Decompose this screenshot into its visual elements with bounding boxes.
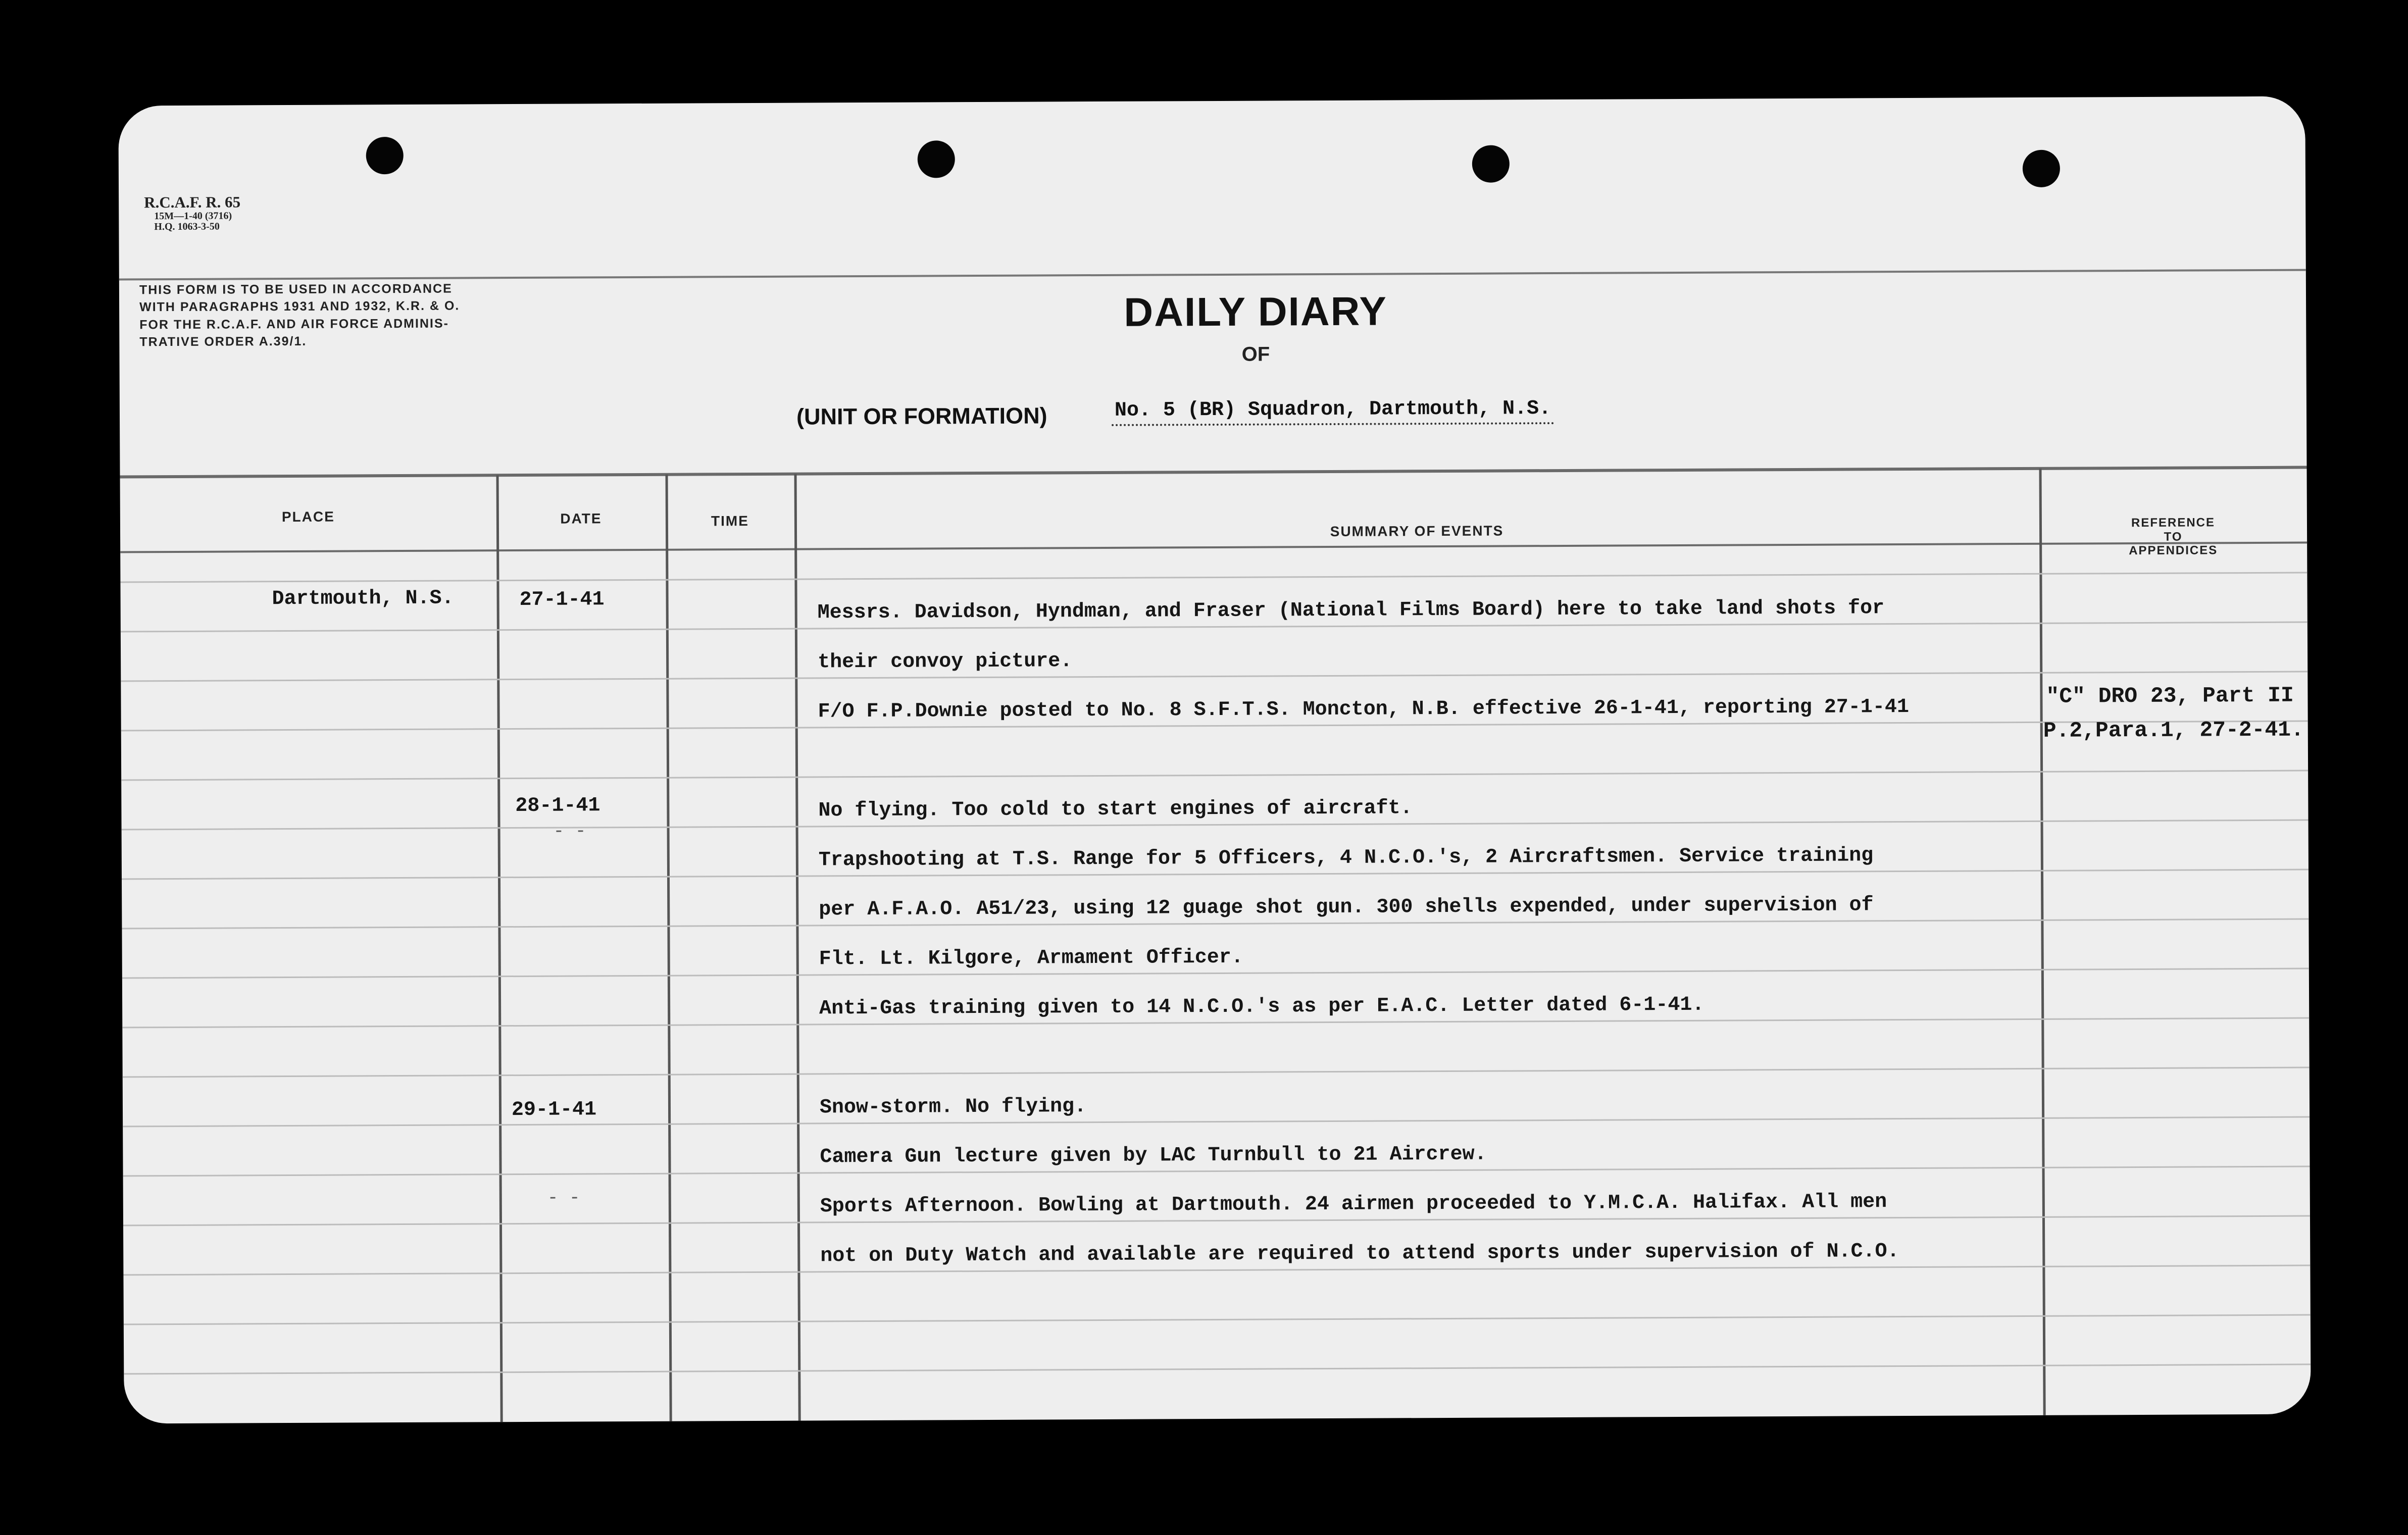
column-divider <box>496 475 503 1423</box>
summary-line: not on Duty Watch and available are required to attend sports under supervision of N.C.O. <box>820 1240 1899 1268</box>
punch-hole <box>1472 145 1510 182</box>
summary-line: per A.F.A.O. A51/23, using 12 guage shot gun. 300 shells expended, under supervision of <box>819 894 1874 922</box>
title-of: OF <box>1241 343 1270 366</box>
punch-hole <box>2023 150 2060 187</box>
ruled-line <box>122 968 2309 979</box>
reference-entry: P.2,Para.1, 27-2-41. <box>2043 717 2304 743</box>
reference-header-line: REFERENCE <box>2131 516 2216 530</box>
ruled-line <box>122 1017 2309 1029</box>
entry-place: Dartmouth, N.S. <box>272 587 454 611</box>
column-header-time: TIME <box>711 513 749 529</box>
summary-line: Trapshooting at T.S. Range for 5 Officers, 4 N.C.O.'s, 2 Aircraftsmen. Service training <box>818 844 1874 872</box>
dash-mark: - - <box>547 1187 580 1208</box>
column-header-reference <box>2039 516 2307 558</box>
ruled-line <box>120 572 2307 583</box>
column-header-place: PLACE <box>281 508 335 525</box>
summary-line: Flt. Lt. Kilgore, Armament Officer. <box>819 946 1243 971</box>
ruled-line <box>123 1166 2310 1177</box>
ruled-line <box>124 1314 2311 1325</box>
summary-line: F/O F.P.Downie posted to No. 8 S.F.T.S. Moncton, N.B. effective 26-1-41, reporting 27-1-41 <box>818 696 1910 724</box>
unit-value: No. 5 (BR) Squadron, Dartmouth, N.S. <box>1112 397 1554 426</box>
unit-label: (UNIT OR FORMATION) <box>796 402 1047 430</box>
form-code-line: R.C.A.F. R. 65 <box>144 193 241 212</box>
dash-mark: - - <box>553 821 586 842</box>
form-code <box>144 194 240 232</box>
form-code-line: 15M—1-40 (3716) <box>154 210 232 222</box>
notice-line: THIS FORM IS TO BE USED IN ACCORDANCE <box>139 281 453 297</box>
summary-line: Snow-storm. No flying. <box>819 1095 1087 1119</box>
ruled-line <box>122 820 2309 831</box>
ruled-line <box>122 918 2309 930</box>
entry-date: 28-1-41 <box>515 794 600 818</box>
form-code-line: H.Q. 1063-3-50 <box>154 221 220 232</box>
table-top-line <box>120 466 2307 479</box>
entry-date: 27-1-41 <box>519 588 605 612</box>
ruled-line <box>123 1215 2310 1226</box>
ruled-line <box>121 622 2307 633</box>
reference-header-line: TO <box>2164 530 2183 544</box>
punch-hole <box>366 137 404 174</box>
notice-line: WITH PARAGRAPHS 1931 AND 1932, K.R. & O. <box>139 298 460 315</box>
reference-header-line: APPENDICES <box>2129 543 2218 558</box>
column-header-summary: SUMMARY OF EVENTS <box>1330 523 1504 539</box>
notice-line: FOR THE R.C.A.F. AND AIR FORCE ADMINIS- <box>139 316 449 332</box>
summary-line: Anti-Gas training given to 14 N.C.O.'s as per E.A.C. Letter dated 6-1-41. <box>819 993 1704 1020</box>
ruled-line <box>123 1067 2310 1078</box>
summary-line: Sports Afternoon. Bowling at Dartmouth. 24 airmen proceeded to Y.M.C.A. Halifax. All men <box>820 1191 1887 1218</box>
summary-line: Camera Gun lecture given by LAC Turnbull to 21 Aircrew. <box>820 1143 1487 1169</box>
header-divider <box>119 269 2306 281</box>
diary-form-card <box>118 96 2311 1424</box>
summary-line: Messrs. Davidson, Hyndman, and Fraser (National Films Board) here to take land shots for <box>817 597 1885 625</box>
ruled-line <box>124 1364 2311 1375</box>
column-divider <box>794 474 801 1423</box>
form-notice <box>139 280 460 351</box>
ruled-line <box>123 1116 2310 1128</box>
ruled-line <box>121 671 2307 682</box>
ruled-line <box>121 770 2308 781</box>
column-divider <box>2039 469 2045 1418</box>
column-header-bottom <box>120 542 2307 553</box>
ruled-line <box>122 869 2309 880</box>
punch-hole <box>918 140 955 178</box>
ruled-line <box>121 721 2308 732</box>
ruled-line <box>123 1265 2310 1276</box>
page-title: DAILY DIARY <box>1124 288 1388 335</box>
column-header-date: DATE <box>560 510 602 527</box>
entry-date: 29-1-41 <box>511 1098 597 1122</box>
column-divider <box>666 475 672 1424</box>
notice-line: TRATIVE ORDER A.39/1. <box>139 334 307 349</box>
reference-entry: "C" DRO 23, Part II <box>2046 683 2294 709</box>
summary-line: their convoy picture. <box>818 650 1073 674</box>
summary-line: No flying. Too cold to start engines of aircraft. <box>818 797 1413 823</box>
